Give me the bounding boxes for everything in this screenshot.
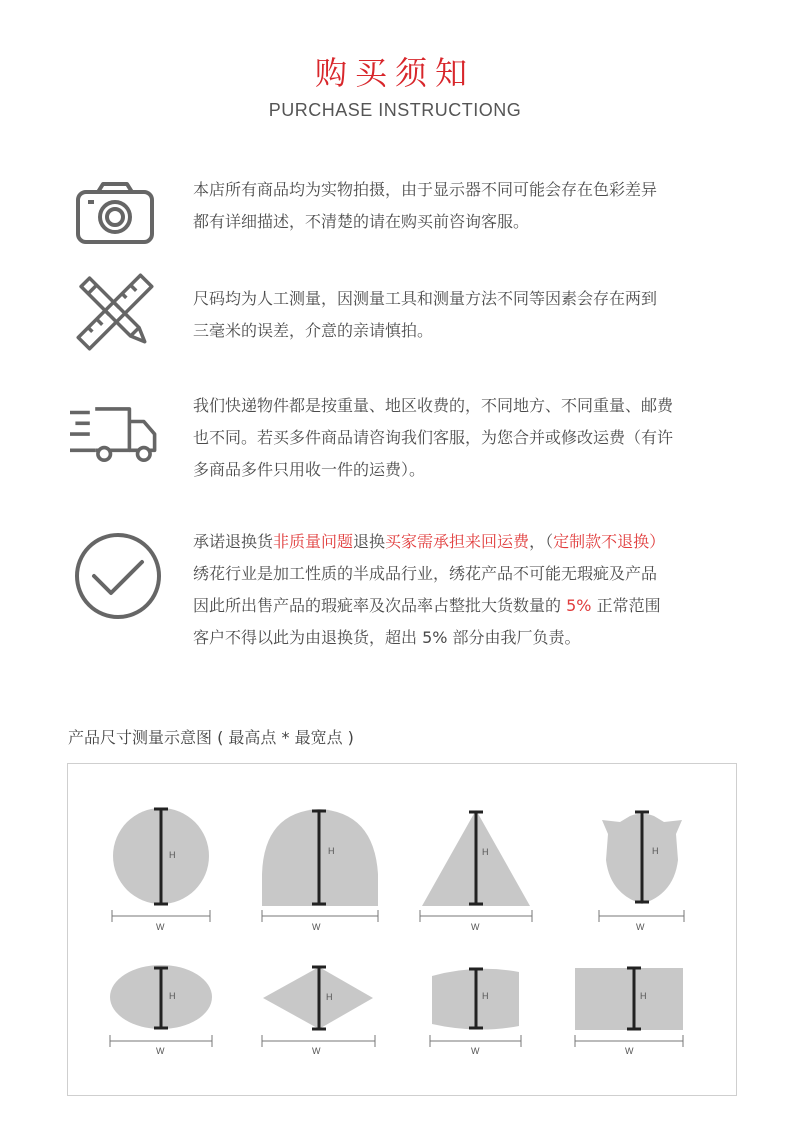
shape-ellipse (110, 965, 212, 1056)
width-label: W (471, 1046, 480, 1056)
size-diagram-canvas (68, 764, 736, 1095)
notice-shipping-line-1: 我们快递物件都是按重量、地区收费的，不同地方、不同重量、邮费 (193, 396, 674, 415)
height-label: H (326, 992, 333, 1002)
height-label: H (482, 847, 489, 857)
width-label: W (636, 922, 645, 932)
ruler-pencil-icon (70, 272, 160, 352)
returns-text: 退换 (353, 532, 386, 551)
notice-photo (193, 174, 753, 238)
returns-text: ） (649, 532, 666, 551)
width-label: W (312, 922, 321, 932)
delivery-truck-icon (70, 395, 160, 475)
height-label: H (169, 850, 176, 860)
width-label: W (156, 922, 165, 932)
width-label: W (312, 1046, 321, 1056)
height-label: H (482, 991, 489, 1001)
notice-returns (193, 526, 753, 654)
notice-size-line-1: 尺码均为人工测量，因测量工具和测量方法不同等因素会存在两到 (193, 289, 658, 308)
returns-text: ，（ (529, 532, 554, 551)
height-label: H (640, 991, 647, 1001)
returns-text: 因此所出售产品的瑕疵率及次品率占整批大货数量的 (193, 596, 567, 615)
notice-shipping (193, 390, 753, 486)
returns-highlight-custom: 定制款不退换 (553, 532, 650, 551)
notice-returns-line-2: 绣花行业是加工性质的半成品行业，绣花产品不可能无瑕疵及产品 (193, 564, 658, 583)
shape-triangle (420, 810, 532, 932)
returns-highlight-non-quality: 非质量问题 (273, 532, 354, 551)
shape-diamond (262, 967, 375, 1056)
returns-highlight-percent: 5% (566, 596, 592, 615)
notice-returns-line-4: 客户不得以此为由退换货，超出 5% 部分由我厂负责。 (193, 628, 581, 647)
shape-shield (599, 812, 684, 932)
shape-arch (262, 809, 378, 932)
notice-photo-line-2: 都有详细描述，不清楚的请在购买前咨询客服。 (193, 212, 530, 231)
notice-returns-line-3 (193, 590, 753, 622)
notice-returns-line-1 (193, 526, 753, 558)
width-label: W (156, 1046, 165, 1056)
camera-icon (70, 175, 160, 255)
page-title: 购买须知 (314, 54, 475, 92)
notice-size-line-2: 三毫米的误差，介意的亲请慎拍。 (193, 321, 434, 340)
notice-photo-line-1: 本店所有商品均为实物拍摄，由于显示器不同可能会存在色彩差异 (193, 180, 658, 199)
height-label: H (652, 846, 659, 856)
height-label: H (169, 991, 176, 1001)
size-diagram-title: 产品尺寸测量示意图 ( 最高点 * 最宽点 ) (68, 728, 354, 747)
size-diagram (67, 763, 737, 1096)
returns-highlight-buyer-pays: 买家需承担来回运费 (385, 532, 530, 551)
notice-size (193, 283, 753, 347)
shape-rectangle (575, 968, 683, 1056)
width-label: W (625, 1046, 634, 1056)
notice-shipping-line-3: 多商品多件只用收一件的运费）。 (193, 460, 426, 479)
notice-shipping-line-2: 也不同。若买多件商品请咨询我们客服，为您合并或修改运费（有许 (193, 428, 674, 447)
height-label: H (328, 846, 335, 856)
width-label: W (471, 922, 480, 932)
returns-text: 承诺退换货 (193, 532, 274, 551)
page-subtitle: PURCHASE INSTRUCTIONG (268, 100, 522, 120)
shape-circle (112, 808, 210, 932)
shape-curved-banner (430, 969, 521, 1056)
check-circle-icon (72, 530, 164, 622)
returns-text: 正常范围 (591, 596, 661, 615)
